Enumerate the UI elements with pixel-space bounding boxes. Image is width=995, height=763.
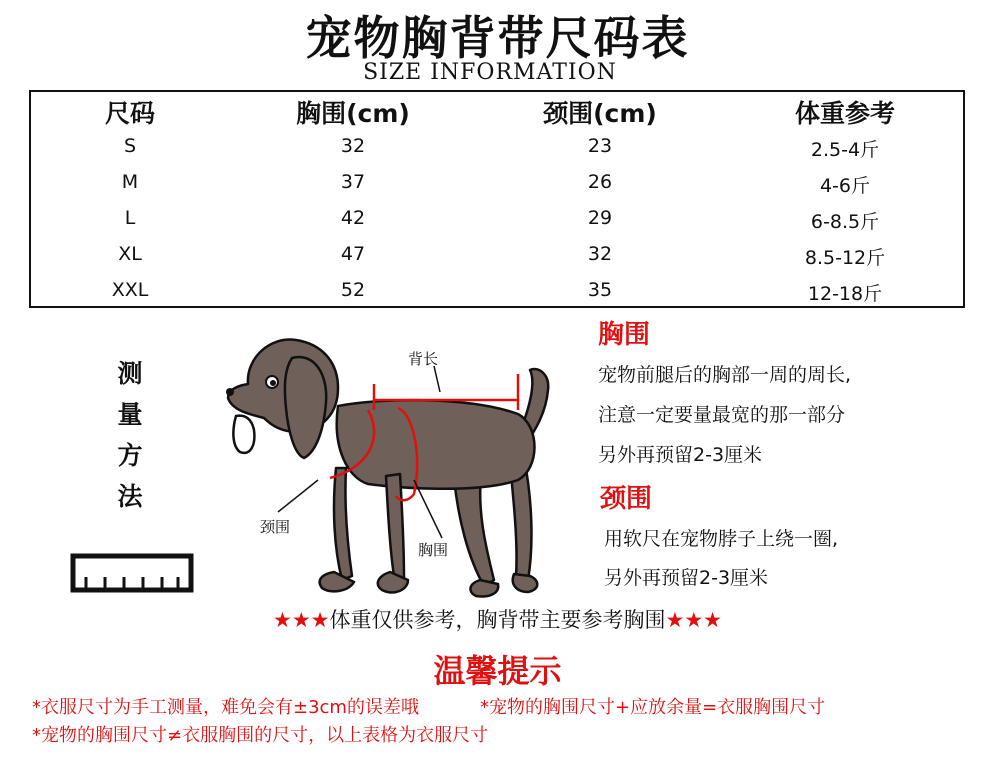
tip-line: *衣服尺寸为手工测量，难免会有±3cm的误差哦 (32, 697, 419, 718)
chest-desc-line: 另外再预留2-3厘米 (598, 444, 763, 466)
chest-desc-line: 注意一定要量最宽的那一部分 (598, 404, 846, 426)
header-neck: 颈围(cm) (543, 99, 657, 128)
table-cell: 42 (340, 207, 366, 229)
tips-title: 温馨提示 (433, 652, 562, 690)
table-cell: 32 (587, 243, 613, 265)
table-cell: 37 (340, 171, 366, 193)
measure-method-char: 法 (117, 482, 143, 511)
chest-desc-line: 宠物前腿后的胸部一周的周长, (598, 364, 852, 386)
neck-desc-line: 用软尺在宠物脖子上绕一圈, (604, 528, 839, 550)
table-cell: 12-18斤 (807, 283, 883, 305)
table-cell: 26 (587, 171, 613, 193)
table-cell: 29 (587, 207, 613, 229)
table-cell: 32 (340, 135, 366, 157)
page-subtitle: SIZE INFORMATION (363, 60, 617, 85)
notice-text: 体重仅供参考，胸背带主要参考胸围 (329, 608, 666, 632)
header-chest: 胸围(cm) (296, 99, 410, 128)
table-cell: 23 (587, 135, 613, 157)
tip-line: *宠物的胸围尺寸≠衣服胸围的尺寸，以上表格为衣服尺寸 (32, 725, 489, 746)
table-cell: 6-8.5斤 (810, 211, 880, 233)
table-cell: M (121, 171, 139, 193)
page-title: 宠物胸背带尺码表 (305, 11, 690, 65)
measure-method-char: 方 (117, 441, 143, 470)
neck-desc-line: 另外再预留2-3厘米 (604, 567, 769, 589)
table-cell: XL (118, 243, 142, 265)
dog-illustration (218, 318, 558, 602)
measure-method-char: 测 (117, 359, 143, 388)
chest-heading: 胸围 (598, 320, 651, 350)
table-cell: S (123, 135, 137, 157)
table-cell: 8.5-12斤 (804, 247, 886, 269)
header-size: 尺码 (104, 99, 155, 128)
table-cell: 35 (587, 279, 613, 301)
ruler-icon (70, 553, 194, 593)
diagram-label-neck: 颈围 (260, 518, 291, 536)
table-cell: 52 (340, 279, 366, 301)
table-cell: L (124, 207, 136, 229)
tip-line: *宠物的胸围尺寸+应放余量=衣服胸围尺寸 (480, 697, 826, 718)
measure-method-char: 量 (117, 400, 143, 429)
header-weight: 体重参考 (794, 99, 895, 128)
diagram-label-chest: 胸围 (418, 541, 449, 559)
stars-right: ★★★ (665, 608, 722, 632)
stars-left: ★★★ (273, 608, 330, 632)
table-cell: 47 (340, 243, 366, 265)
neck-heading: 颈围 (600, 484, 653, 514)
table-cell: XXL (111, 279, 149, 301)
weight-notice (0, 604, 995, 634)
diagram-label-back: 背长 (408, 350, 439, 368)
table-cell: 2.5-4斤 (810, 139, 880, 161)
table-cell: 4-6斤 (819, 175, 871, 197)
